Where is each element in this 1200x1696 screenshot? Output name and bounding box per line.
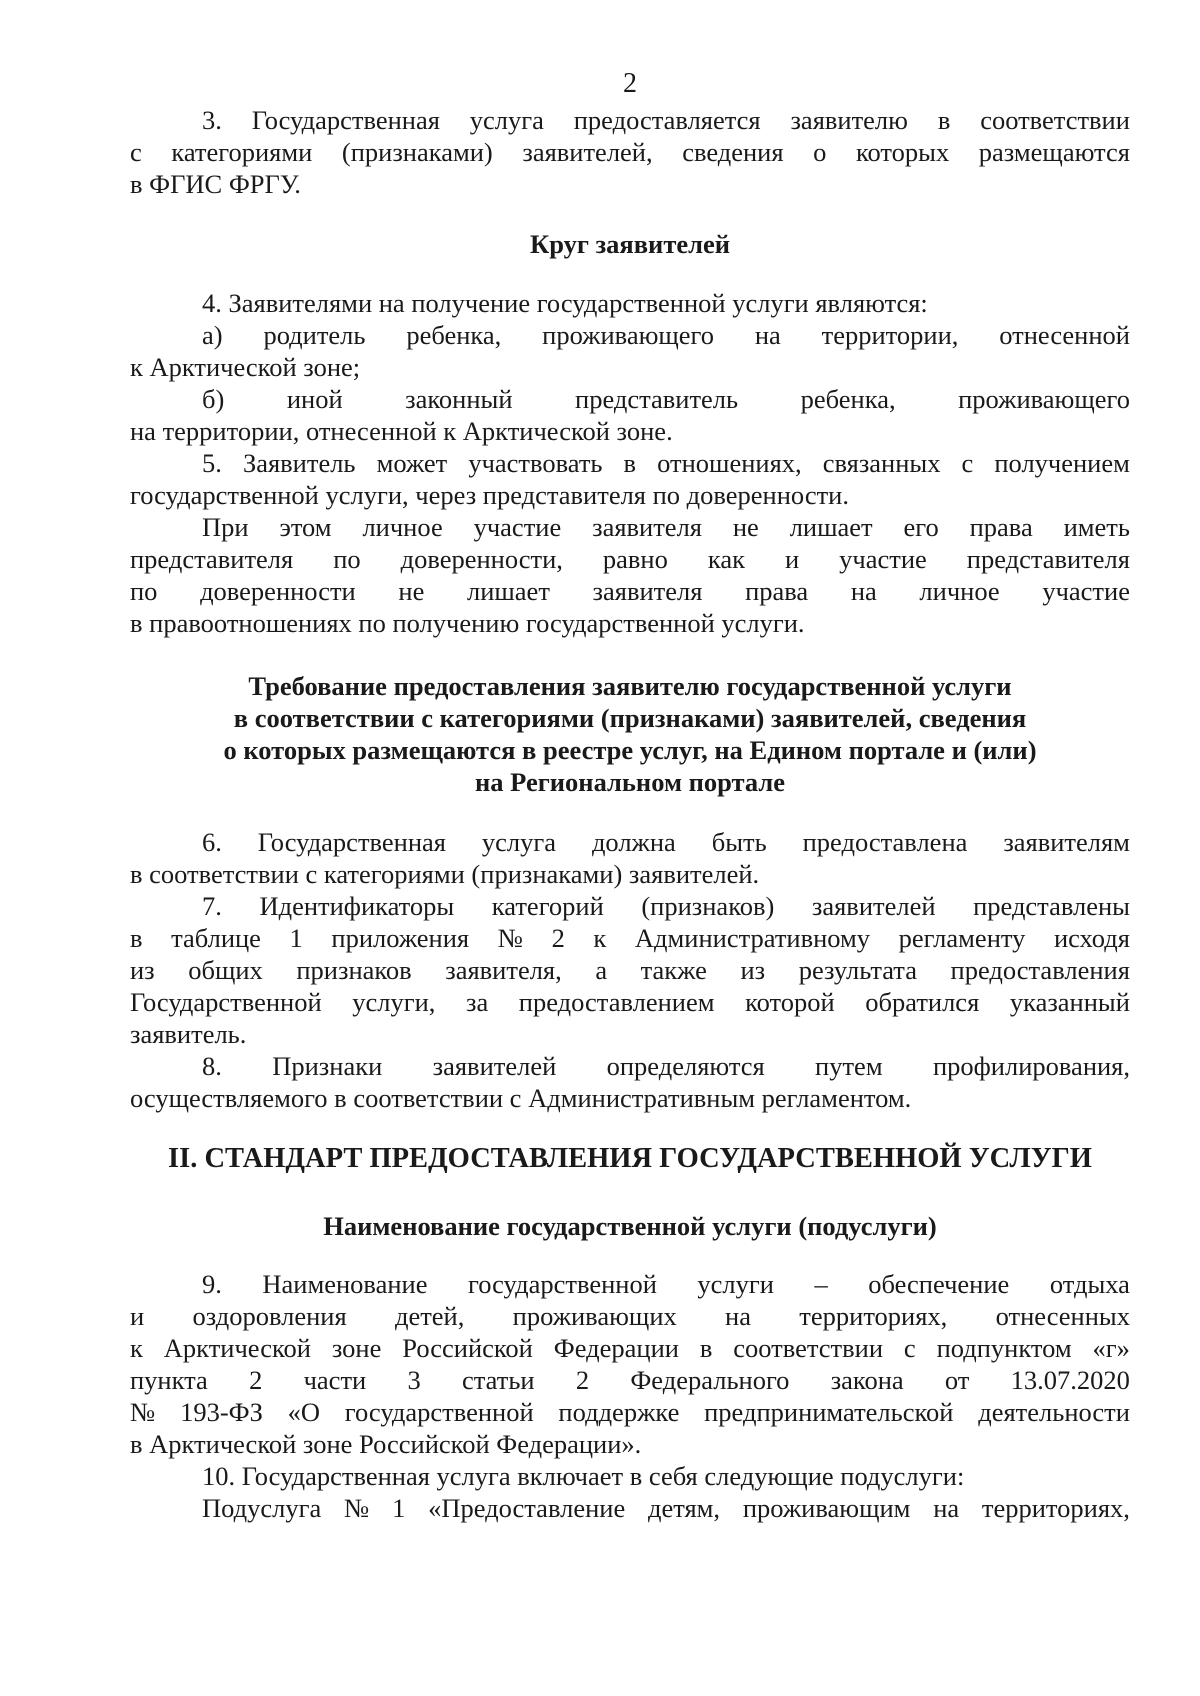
heading-trebovanie-line-2: в соответствии с категориями (признаками) заявителей, сведения [233, 703, 1027, 733]
p8-line-2: осуществляемого в соответствии с Административным регламентом. [130, 1083, 912, 1113]
p5b-line-1: При этом личное участие заявителя не лишает его права иметь [202, 512, 1130, 542]
p4-line-4: б) иной законный представитель ребенка, проживающего [202, 384, 1130, 414]
p9-line-1: 9. Наименование государственной услуги – обеспечение отдыха [202, 1269, 1130, 1299]
heading-krug-zayaviteley: Круг заявителей [529, 229, 730, 259]
p5-line-2: государственной услуги, через представителя по доверенности. [130, 480, 849, 510]
p9-line-5: № 193-ФЗ «О государственной поддержке предпринимательской деятельности [130, 1397, 1130, 1427]
p3-line-1: 3. Государственная услуга предоставляется заявителю в соответствии [202, 105, 1130, 135]
heading-naimenovanie: Наименование государственной услуги (подуслуги) [323, 1211, 937, 1241]
p10-line-2: Подуслуга № 1 «Предоставление детям, проживающим на территориях, [202, 1493, 1130, 1523]
p6-line-2: в соответствии с категориями (признаками) заявителей. [130, 859, 760, 889]
p8-line-1: 8. Признаки заявителей определяются путем профилирования, [202, 1051, 1130, 1081]
p9-line-3: к Арктической зоне Российской Федерации в соответствии с подпунктом «г» [130, 1333, 1130, 1363]
p5b-line-3: по доверенности не лишает заявителя права на личное участие [130, 576, 1130, 606]
p4-line-5: на территории, отнесенной к Арктической зоне. [130, 416, 673, 446]
p7-line-3: из общих признаков заявителя, а также из результата предоставления [130, 955, 1130, 985]
heading-trebovanie-line-1: Требование предоставления заявителю государственной услуги [248, 671, 1012, 701]
p5b-line-4: в правоотношениях по получению государственной услуги. [130, 608, 805, 638]
p4-line-2: а) родитель ребенка, проживающего на территории, отнесенной [202, 320, 1130, 350]
p6-line-1: 6. Государственная услуга должна быть предоставлена заявителям [202, 827, 1130, 857]
heading-trebovanie-line-3: о которых размещаются в реестре услуг, на Едином портале и (или) [223, 735, 1037, 765]
p9-line-6: в Арктической зоне Российской Федерации». [130, 1429, 642, 1459]
p7-line-4: Государственной услуги, за предоставлением которой обратился указанный [130, 987, 1130, 1017]
p7-line-1: 7. Идентификаторы категорий (признаков) заявителей представлены [202, 891, 1130, 921]
heading-section-2: II. СТАНДАРТ ПРЕДОСТАВЛЕНИЯ ГОСУДАРСТВЕННОЙ УСЛУГИ [168, 1143, 1092, 1174]
p7-line-2: в таблице 1 приложения № 2 к Административному регламенту исходя [130, 923, 1130, 953]
p4-line-3: к Арктической зоне; [130, 352, 361, 382]
page-number: 2 [623, 68, 637, 99]
p9-line-2: и оздоровления детей, проживающих на территориях, отнесенных [130, 1301, 1130, 1331]
p10-line-1: 10. Государственная услуга включает в себя следующие подуслуги: [202, 1461, 965, 1491]
p9-line-4: пункта 2 части 3 статьи 2 Федерального закона от 13.07.2020 [130, 1365, 1130, 1395]
p3-line-2: с категориями (признаками) заявителей, сведения о которых размещаются [130, 137, 1130, 167]
p5-line-1: 5. Заявитель может участвовать в отношениях, связанных с получением [202, 448, 1130, 478]
p7-line-5: заявитель. [130, 1019, 247, 1049]
p3-line-3: в ФГИС ФРГУ. [130, 169, 301, 199]
p4-line-1: 4. Заявителями на получение государственной услуги являются: [202, 288, 928, 318]
p5b-line-2: представителя по доверенности, равно как и участие представителя [130, 544, 1130, 574]
heading-trebovanie-line-4: на Региональном портале [475, 767, 785, 797]
